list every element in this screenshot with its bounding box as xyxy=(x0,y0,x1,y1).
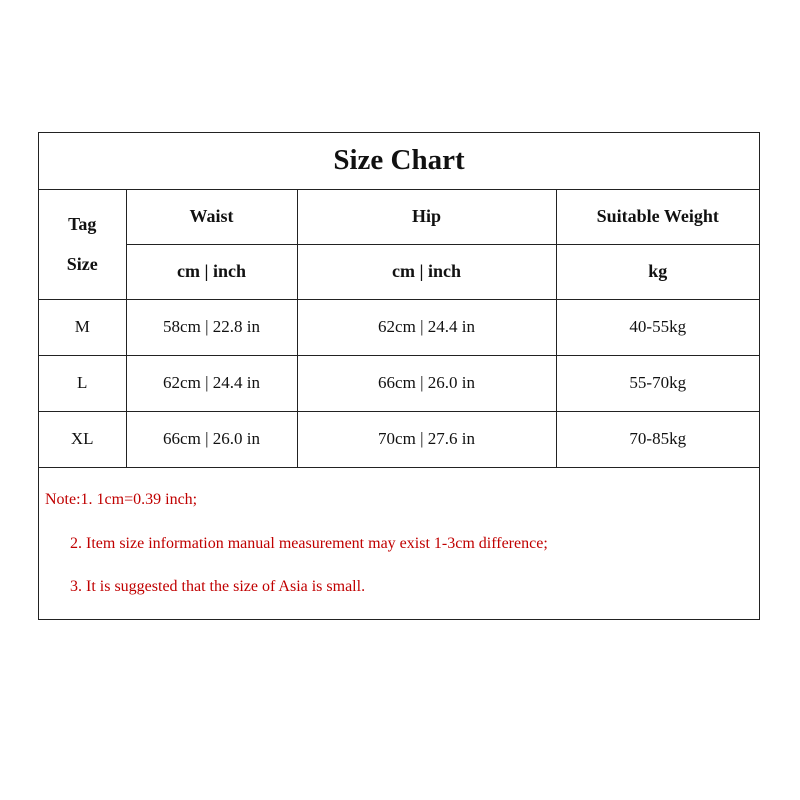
hip-unit: cm | inch xyxy=(297,244,556,299)
size-chart xyxy=(38,132,760,620)
size-cell: L xyxy=(39,355,126,411)
note-line: 3. It is suggested that the size of Asia is small. xyxy=(70,578,366,595)
weight-header: Suitable Weight xyxy=(556,189,759,244)
size-label: Size xyxy=(66,254,98,274)
note-line: Note:1. 1cm=0.39 inch; xyxy=(45,491,198,508)
size-cell: M xyxy=(39,299,126,355)
weight-cell: 40-55kg xyxy=(556,299,759,355)
waist-cell: 58cm | 22.8 in xyxy=(126,299,297,355)
table-row xyxy=(39,411,759,467)
waist-unit: cm | inch xyxy=(126,244,297,299)
size-cell: XL xyxy=(39,411,126,467)
chart-title: Size Chart xyxy=(39,133,759,189)
notes-section xyxy=(39,467,759,619)
tag-label: Tag xyxy=(68,214,97,234)
note-line: 2. Item size information manual measurement may exist 1-3cm difference; xyxy=(70,535,548,552)
hip-cell: 66cm | 26.0 in xyxy=(297,355,556,411)
waist-cell: 62cm | 24.4 in xyxy=(126,355,297,411)
hip-cell: 70cm | 27.6 in xyxy=(297,411,556,467)
size-table xyxy=(39,133,759,468)
hip-cell: 62cm | 24.4 in xyxy=(297,299,556,355)
hip-header: Hip xyxy=(297,189,556,244)
waist-header: Waist xyxy=(126,189,297,244)
weight-cell: 55-70kg xyxy=(556,355,759,411)
weight-unit: kg xyxy=(556,244,759,299)
waist-cell: 66cm | 26.0 in xyxy=(126,411,297,467)
table-row xyxy=(39,355,759,411)
tag-size-header xyxy=(39,189,126,299)
weight-cell: 70-85kg xyxy=(556,411,759,467)
table-row xyxy=(39,299,759,355)
